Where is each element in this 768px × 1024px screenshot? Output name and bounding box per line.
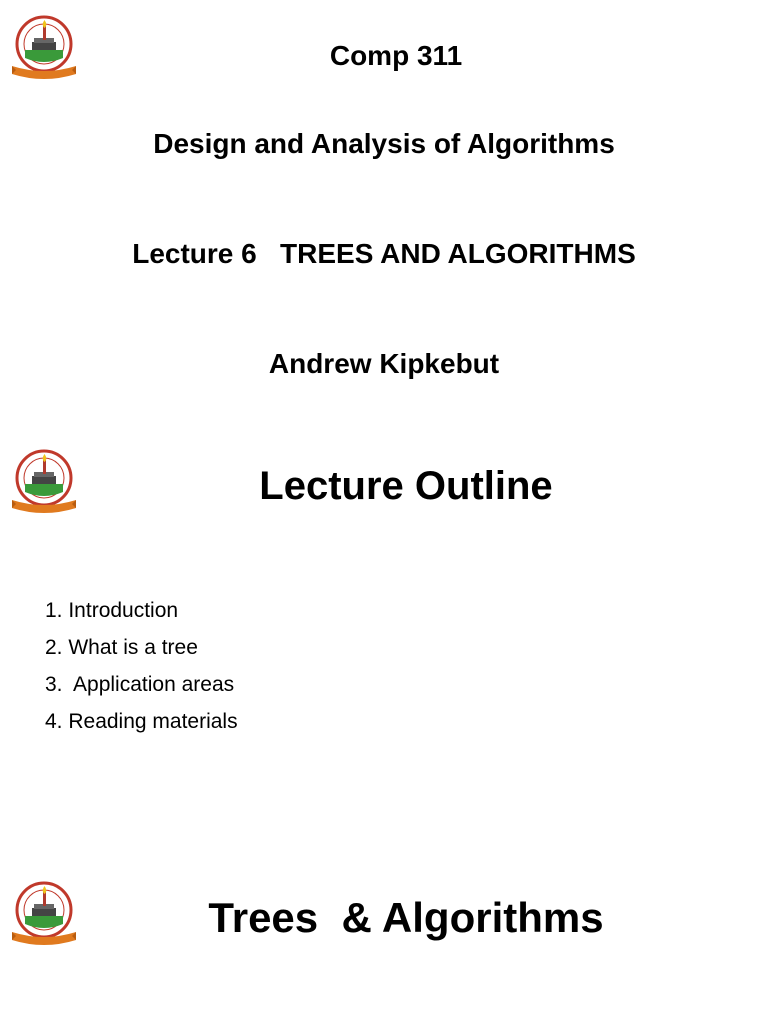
outline-item: 4. Reading materials (45, 710, 238, 733)
author-name: Andrew Kipkebut (268, 348, 500, 379)
course-title: Design and Analysis of Algorithms (153, 128, 615, 159)
outline-item: 3. Application areas (45, 673, 235, 696)
section-slide (0, 876, 768, 1024)
outline-slide (0, 440, 768, 840)
section-heading: Trees & Algorithms (208, 894, 604, 941)
lecture-title: Lecture 6 TREES AND ALGORITHMS (132, 238, 636, 269)
outline-heading: Lecture Outline (259, 464, 553, 508)
outline-list (45, 592, 238, 740)
outline-item: 1. Introduction (45, 599, 179, 622)
outline-item: 2. What is a tree (45, 636, 198, 659)
title-slide (0, 0, 768, 430)
course-code: Comp 311 (329, 40, 463, 71)
